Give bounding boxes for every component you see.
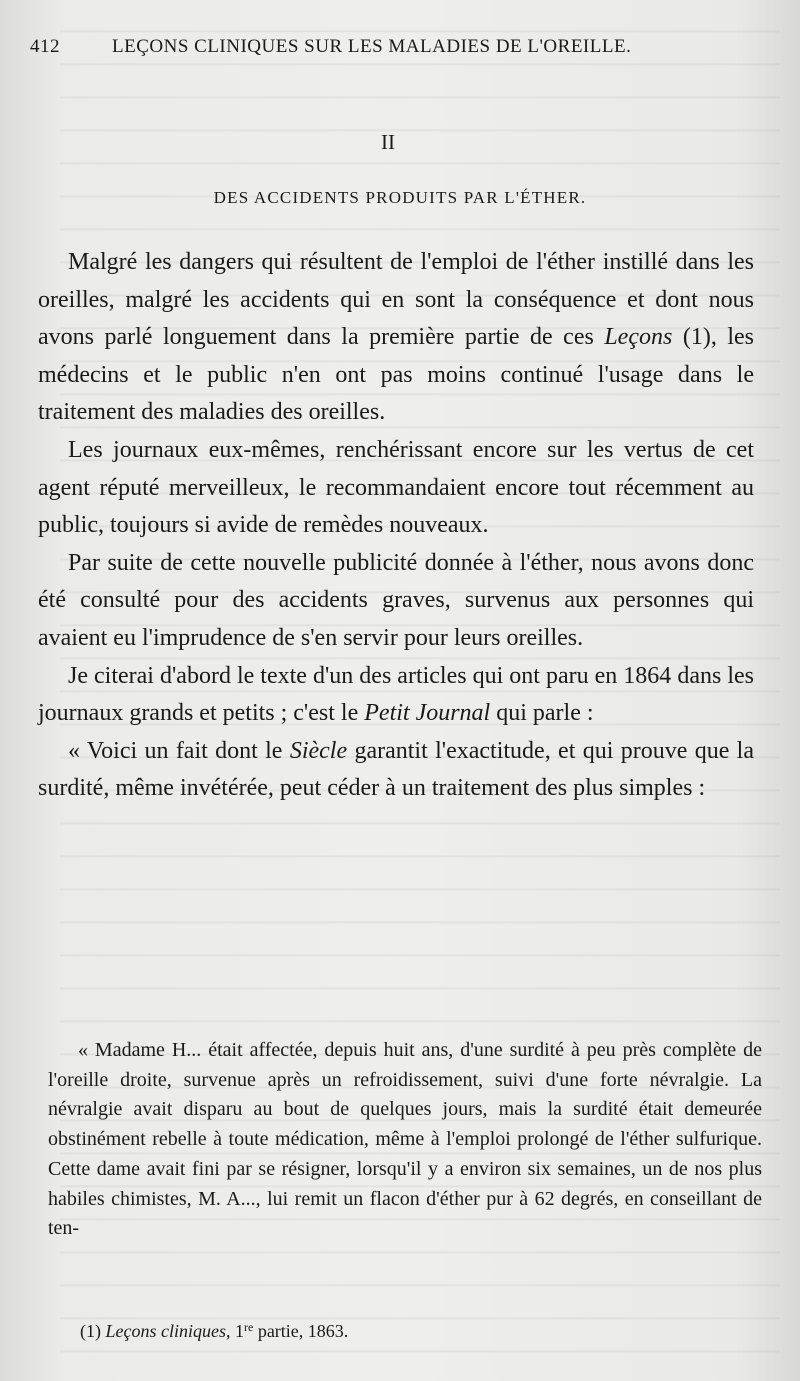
section-title: DES ACCIDENTS PRODUITS PAR L'ÉTHER. [213,188,587,207]
paragraph: Les journaux eux-mêmes, renchérissant encore sur les vertus de cet agent réputé merveilleux, le recommandaient encore tout récemment au public, toujours si avide de remèdes nouveaux. [38,436,754,539]
block-quote [48,1036,762,1244]
body-text [38,244,754,808]
running-title: LEÇONS CLINIQUES SUR LES MALADIES DE L'OREILLE. [112,36,632,57]
paragraph: Malgré les dangers qui résultent de l'emploi de l'éther instillé dans les oreilles, malgré les accidents qui en sont la conséquence et dont nous avons parlé longuement dans la première partie de ces Leçons (1), les médecins et le public n'en ont pas moins continué l'usage dans le traitement des maladies des oreilles. [38,249,754,426]
page-header [30,36,770,62]
quote-paragraph: « Madame H... était affectée, depuis huit ans, d'une surdité à peu près complète de l'oreille droite, survenue après un refroidissement, suivi d'une forte névralgie. La névralgie avait disparu au bout de quelques jours, mais la surdité était demeurée obstinément rebelle à toute médication, même à l'emploi prolongé de l'éther sulfurique. Cette dame avait fini par se résigner, lorsqu'il y a environ six semaines, un de nos plus habiles chimistes, M. A..., lui remit un flacon d'éther pur à 62 degrés, en conseillant de ten- [48,1039,762,1240]
section-number: II [381,130,395,154]
footnote-title: Leçons cliniques [105,1321,226,1341]
paragraph: Je citerai d'abord le texte d'un des articles qui ont paru en 1864 dans les journaux grands et petits ; c'est le Petit Journal qui parle : [38,662,754,727]
footnote-marker: (1) [80,1321,101,1341]
page-number: 412 [30,36,60,57]
paragraph: Par suite de cette nouvelle publicité donnée à l'éther, nous avons donc été consulté pour des accidents graves, survenus aux personnes qui avaient eu l'imprudence de s'en servir pour leurs oreilles. [38,549,754,651]
footnote: (1) Leçons cliniques, 1re partie, 1863. [80,1320,349,1341]
paragraph: « Voici un fait dont le Siècle garantit l'exactitude, et qui prouve que la surdité, même invétérée, peut céder à un traitement des plus simples : [38,737,755,802]
